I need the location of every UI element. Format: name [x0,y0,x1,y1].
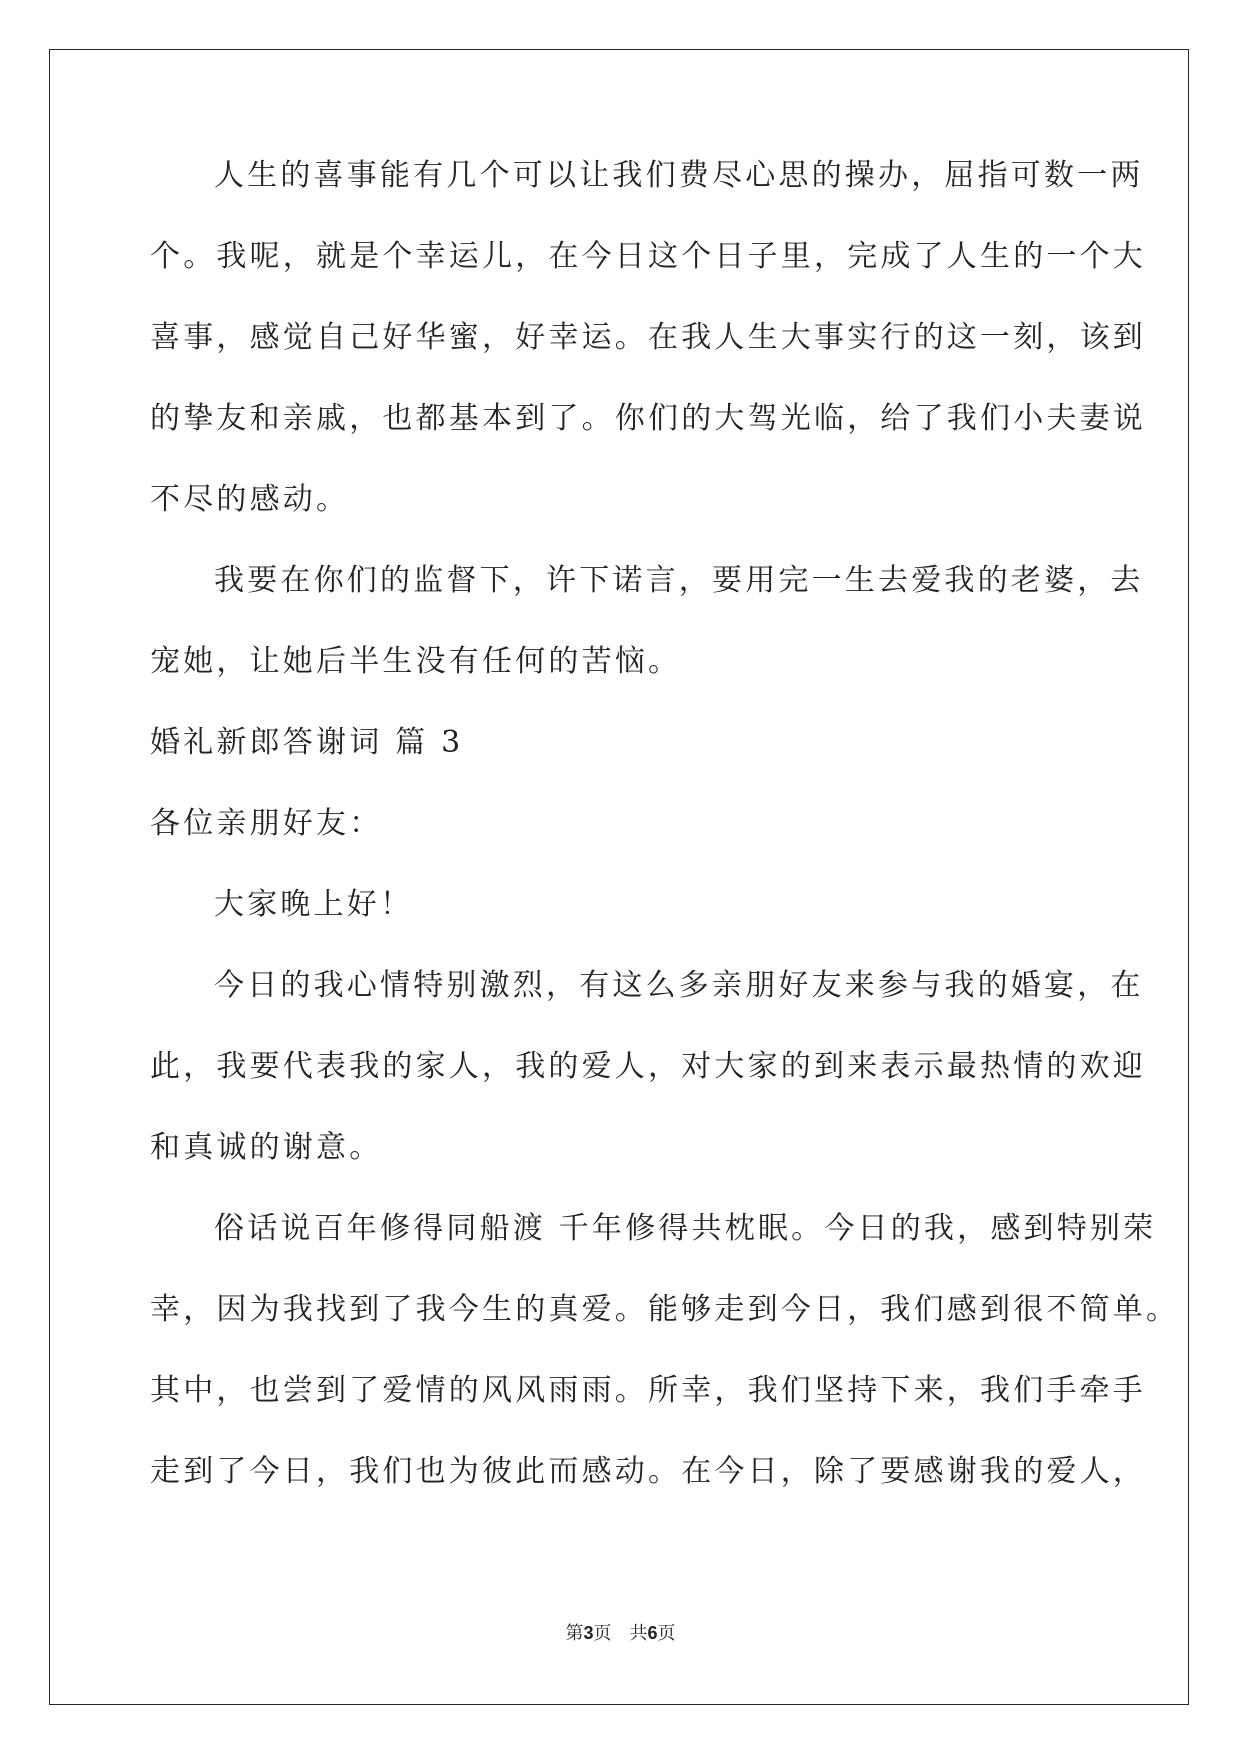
paragraph-line: 不尽的感动。 [150,482,350,517]
salutation: 各位亲朋好友： [150,806,383,841]
paragraph-line: 喜事，感觉自己好华蜜，好幸运。在我人生大事实行的这一刻，该到 [150,320,1146,355]
page-total: 6 [647,1623,658,1643]
paragraph-line: 其中，也尝到了爱情的风风雨雨。所幸，我们坚持下来，我们手牵手 [150,1373,1146,1408]
paragraph-line: 人生的喜事能有几个可以让我们费尽心思的操办，屈指可数一两 [214,158,1144,193]
paragraph-line: 的挚友和亲戚，也都基本到了。你们的大驾光临，给了我们小夫妻说 [150,401,1146,436]
paragraph-line: 今日的我心情特别激烈，有这么多亲朋好友来参与我的婚宴，在 [214,968,1144,1003]
paragraph-line: 幸，因为我找到了我今生的真爱。能够走到今日，我们感到很不简单。 [150,1292,1180,1327]
paragraph-line: 俗话说百年修得同船渡 千年修得共枕眠。今日的我，感到特别荣 [214,1211,1157,1246]
page-current: 3 [583,1623,594,1643]
paragraph-line: 和真诚的谢意。 [150,1130,383,1165]
section-heading: 婚礼新郎答谢词 篇 3 [150,725,464,760]
paragraph-line: 走到了今日，我们也为彼此而感动。在今日，除了要感谢我的爱人， [150,1454,1146,1489]
paragraph-line: 我要在你们的监督下，许下诺言，要用完一生去爱我的老婆，去 [214,563,1144,598]
document-body [150,158,1180,1535]
page-suffix: 页 [657,1623,676,1644]
page-footer [0,1619,1241,1645]
page-prefix: 第 [565,1623,584,1644]
page-mid: 页 共 [593,1623,648,1644]
paragraph-line: 此，我要代表我的家人，我的爱人，对大家的到来表示最热情的欢迎 [150,1049,1146,1084]
greeting: 大家晚上好！ [214,887,414,922]
paragraph-line: 个。我呢，就是个幸运儿，在今日这个日子里，完成了人生的一个大 [150,239,1146,274]
paragraph-line: 宠她，让她后半生没有任何的苦恼。 [150,644,682,679]
